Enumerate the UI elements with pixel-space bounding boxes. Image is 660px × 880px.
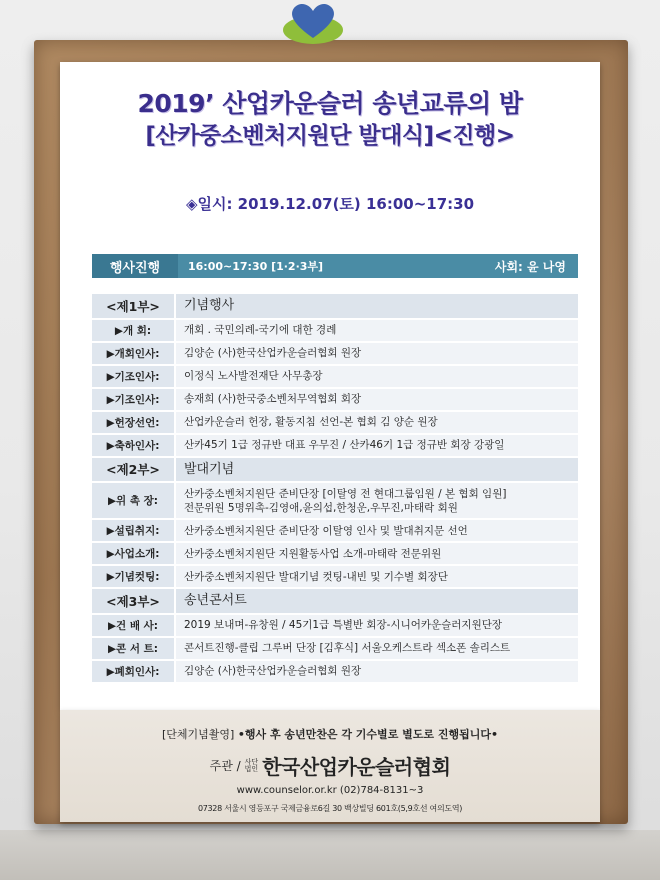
poster-subtitle: [산카중소벤처지원단 발대식]<진행> bbox=[145, 123, 515, 149]
schedule-time: 16:00~17:30 [1·2·3부] bbox=[188, 260, 324, 273]
heart-clip-icon bbox=[278, 0, 348, 45]
program-value: 산카중소벤처지원단 지원활동사업 소개-마태락 전문위원 bbox=[176, 543, 578, 564]
program-row bbox=[92, 615, 578, 636]
program-row bbox=[92, 520, 578, 541]
poster-title: 2019’ 산업카운슬러 송년교류의 밤 bbox=[137, 89, 523, 118]
program-value: 개회 . 국민의례-국기에 대한 경례 bbox=[176, 320, 578, 341]
footer-notice bbox=[60, 726, 600, 742]
program-value: 산카중소벤처지원단 준비단장 이탈영 인사 및 발대취지문 선언 bbox=[176, 520, 578, 541]
organizer-corp-type bbox=[245, 759, 259, 773]
schedule-bar bbox=[92, 254, 578, 278]
program-row bbox=[92, 320, 578, 341]
program-table bbox=[92, 294, 578, 684]
program-section-row bbox=[92, 294, 578, 318]
program-value: 2019 보내며-유창원 / 45기1급 특별반 회장-시니어카운슬러지원단장 bbox=[176, 615, 578, 636]
organizer bbox=[60, 751, 600, 780]
program-value: 송재희 (사)한국중소벤처무역협회 회장 bbox=[176, 389, 578, 410]
program-row bbox=[92, 343, 578, 364]
program-value-line: 전문위원 5명위촉-김영애,윤의섭,한청운,우무진,마태락 회원 bbox=[184, 502, 458, 515]
organizer-corp-bottom: 법인 bbox=[244, 764, 259, 773]
program-value: 발대기념 bbox=[176, 458, 578, 482]
event-datetime: ◈일시: 2019.12.07(토) 16:00~17:30 bbox=[185, 195, 475, 213]
program-key: ▶개 회: bbox=[92, 320, 174, 341]
program-row bbox=[92, 483, 578, 518]
organizer-corp-top: 사단 bbox=[244, 757, 259, 766]
program-key: ▶위 촉 장: bbox=[92, 483, 174, 518]
program-key: <제2부> bbox=[92, 458, 174, 482]
program-value: 기념행사 bbox=[176, 294, 578, 318]
program-row bbox=[92, 389, 578, 410]
program-row bbox=[92, 661, 578, 682]
shelf bbox=[0, 830, 660, 880]
program-value bbox=[176, 483, 578, 518]
program-key: ▶설립취지: bbox=[92, 520, 174, 541]
program-value-line: 산카중소벤처지원단 준비단장 [이탈영 전 현대그룹임원 / 본 협회 임원] bbox=[184, 488, 507, 501]
schedule-host: 사회: 윤 나영 bbox=[494, 259, 566, 274]
program-key: ▶콘 서 트: bbox=[92, 638, 174, 659]
program-key: ▶축하인사: bbox=[92, 435, 174, 456]
program-value: 산카중소벤처지원단 발대기념 컷팅-내빈 및 기수별 회장단 bbox=[176, 566, 578, 587]
website-phone: www.counselor.or.kr (02)784-8131~3 bbox=[236, 785, 424, 796]
program-section-row bbox=[92, 589, 578, 613]
address: 07328 서울시 영등포구 국제금융로6길 30 백상빌딩 601호(5,9호선 여의도역) bbox=[197, 804, 463, 813]
program-key: ▶기조인사: bbox=[92, 366, 174, 387]
program-value: 산업카운슬러 헌장, 활동지침 선언-본 협회 김 양순 원장 bbox=[176, 412, 578, 433]
program-value: 김양순 (사)한국산업카운슬러협회 원장 bbox=[176, 661, 578, 682]
dinner-notice: •행사 후 송년만찬은 각 기수별로 별도로 진행됩니다• bbox=[237, 728, 499, 741]
program-row bbox=[92, 366, 578, 387]
program-row bbox=[92, 543, 578, 564]
program-key: ▶개회인사: bbox=[92, 343, 174, 364]
program-key: ▶기념컷팅: bbox=[92, 566, 174, 587]
program-key: <제1부> bbox=[92, 294, 174, 318]
program-value: 송년콘서트 bbox=[176, 589, 578, 613]
program-key: <제3부> bbox=[92, 589, 174, 613]
program-value: 콘서트진행-클립 그루버 단장 [김후식] 서울오케스트라 섹소폰 솔리스트 bbox=[176, 638, 578, 659]
program-key: ▶폐회인사: bbox=[92, 661, 174, 682]
program-row bbox=[92, 412, 578, 433]
program-value: 김양순 (사)한국산업카운슬러협회 원장 bbox=[176, 343, 578, 364]
program-key: ▶사업소개: bbox=[92, 543, 174, 564]
program-key: ▶기조인사: bbox=[92, 389, 174, 410]
photo-note: [단체기념촬영] bbox=[161, 728, 235, 741]
program-row bbox=[92, 638, 578, 659]
program-row bbox=[92, 435, 578, 456]
schedule-header: 행사진행 bbox=[92, 254, 178, 278]
organizer-label: 주관 / bbox=[209, 759, 241, 773]
program-value: 산카45기 1급 정규반 대표 우무진 / 산카46기 1급 정규반 회장 강광일 bbox=[176, 435, 578, 456]
program-section-row bbox=[92, 458, 578, 482]
organizer-name: 한국산업카운슬러협회 bbox=[262, 755, 451, 779]
program-value: 이정식 노사발전재단 사무총장 bbox=[176, 366, 578, 387]
program-key: ▶헌장선언: bbox=[92, 412, 174, 433]
program-row bbox=[92, 566, 578, 587]
program-key: ▶건 배 사: bbox=[92, 615, 174, 636]
